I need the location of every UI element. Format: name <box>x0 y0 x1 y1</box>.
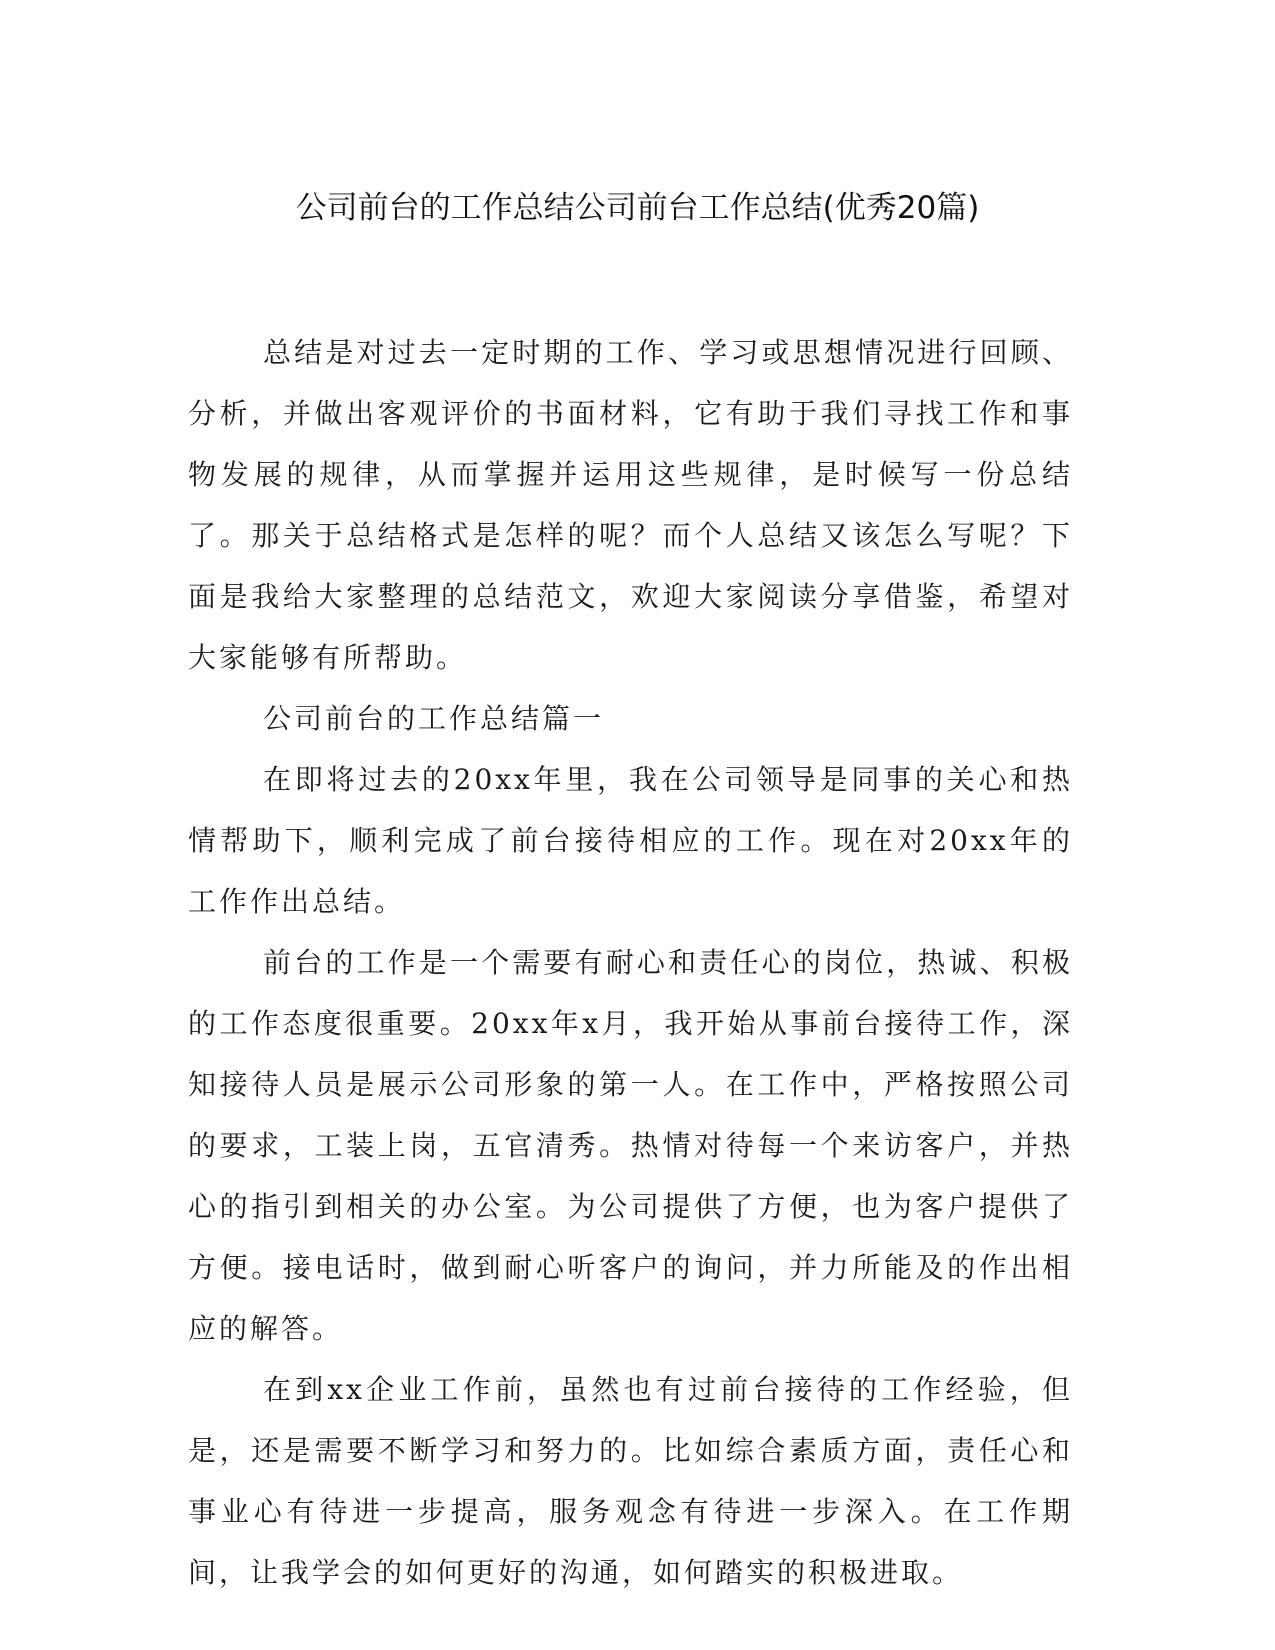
paragraph-3: 在到xx企业工作前，虽然也有过前台接待的工作经验，但是，还是需要不断学习和努力的。比如综合素质方面，责任心和事业心有待进一步提高，服务观念有待进一步深入。在工作期间，让我学会的如何更好的沟通，如何踏实的积极进取。 <box>188 1373 1073 1589</box>
paragraph-1: 在即将过去的20xx年里，我在公司领导是同事的关心和热情帮助下，顺利完成了前台接待相应的工作。现在对20xx年的工作作出总结。 <box>188 763 1073 918</box>
document-body <box>188 322 1073 1603</box>
paragraph-2: 前台的工作是一个需要有耐心和责任心的岗位，热诚、积极的工作态度很重要。20xx年x月，我开始从事前台接待工作，深知接待人员是展示公司形象的第一人。在工作中，严格按照公司的要求，工装上岗，五官清秀。热情对待每一个来访客户，并热心的指引到相关的办公室。为公司提供了方便，也为客户提供了方便。接电话时，做到耐心听客户的询问，并力所能及的作出相应的解答。 <box>188 946 1073 1345</box>
paragraph-intro: 总结是对过去一定时期的工作、学习或思想情况进行回顾、分析，并做出客观评价的书面材料，它有助于我们寻找工作和事物发展的规律，从而掌握并运用这些规律，是时候写一份总结了。那关于总结格式是怎样的呢？而个人总结又该怎么写呢？下面是我给大家整理的总结范文，欢迎大家阅读分享借鉴，希望对大家能够有所帮助。 <box>188 336 1073 674</box>
document-title: 公司前台的工作总结公司前台工作总结(优秀20篇) <box>295 190 980 226</box>
section-heading: 公司前台的工作总结篇一 <box>263 702 605 735</box>
